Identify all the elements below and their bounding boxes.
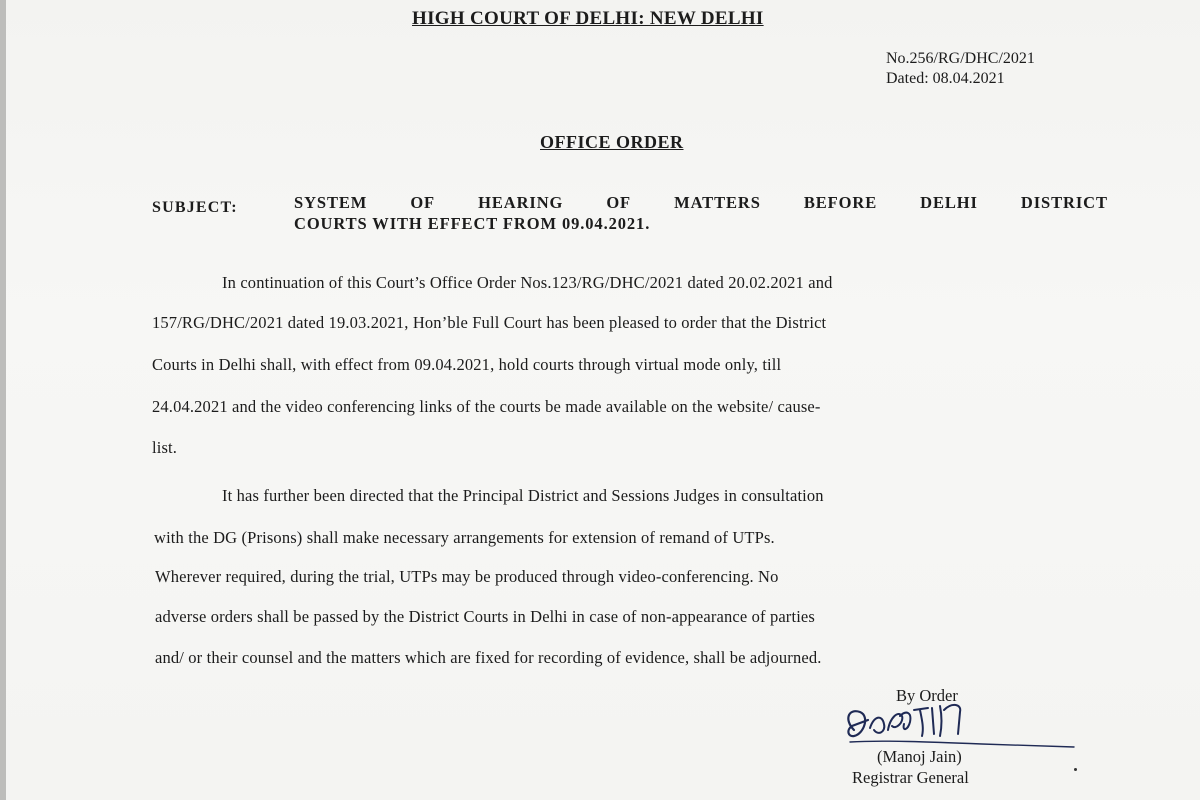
signatory-title: Registrar General	[852, 768, 969, 787]
subject-word: OF	[410, 193, 436, 212]
subject-word: SYSTEM	[294, 193, 368, 212]
paragraph-1-line-2: 157/RG/DHC/2021 dated 19.03.2021, Hon’ble Full Court has been pleased to order that the District	[152, 313, 827, 332]
paragraph-2-line-4: adverse orders shall be passed by the District Courts in Delhi in case of non-appearance of parties	[155, 607, 815, 626]
subject-word: DELHI	[920, 193, 978, 212]
subject-word: DISTRICT	[1020, 193, 1108, 212]
court-title: HIGH COURT OF DELHI: NEW DELHI	[412, 8, 764, 29]
order-number: No.256/RG/DHC/2021	[886, 50, 1035, 67]
paragraph-2-line-1: It has further been directed that the Principal District and Sessions Judges in consultation	[222, 486, 824, 505]
paragraph-1-line-4: 24.04.2021 and the video conferencing links of the courts be made available on the website/ cause-	[152, 397, 821, 416]
by-order-label: By Order	[896, 686, 958, 705]
subject-word: HEARING	[478, 193, 564, 212]
subject-word: OF	[606, 193, 632, 212]
subject-label: SUBJECT:	[152, 199, 238, 216]
office-order-heading: OFFICE ORDER	[540, 132, 684, 152]
paragraph-2-line-3: Wherever required, during the trial, UTPs may be produced through video-conferencing. No	[155, 567, 779, 586]
subject-word: MATTERS	[674, 193, 761, 212]
paragraph-1-line-1: In continuation of this Court’s Office Order Nos.123/RG/DHC/2021 dated 20.02.2021 and	[222, 273, 833, 292]
page-edge-shadow	[0, 0, 6, 800]
paragraph-1-line-3: Courts in Delhi shall, with effect from 09.04.2021, hold courts through virtual mode only, till	[152, 355, 782, 374]
paragraph-1-line-5: list.	[152, 438, 178, 457]
order-date: Dated: 08.04.2021	[886, 70, 1005, 87]
ink-speck	[1074, 768, 1077, 771]
subject-line-2: COURTS WITH EFFECT FROM 09.04.2021.	[294, 214, 651, 233]
signatory-name: (Manoj Jain)	[877, 747, 962, 766]
paragraph-2-line-5: and/ or their counsel and the matters which are fixed for recording of evidence, shall be adjourned.	[155, 648, 822, 667]
subject-line-1	[294, 193, 1108, 213]
subject-word: BEFORE	[803, 193, 878, 212]
paragraph-2-line-2: with the DG (Prisons) shall make necessary arrangements for extension of remand of UTPs.	[154, 528, 775, 547]
